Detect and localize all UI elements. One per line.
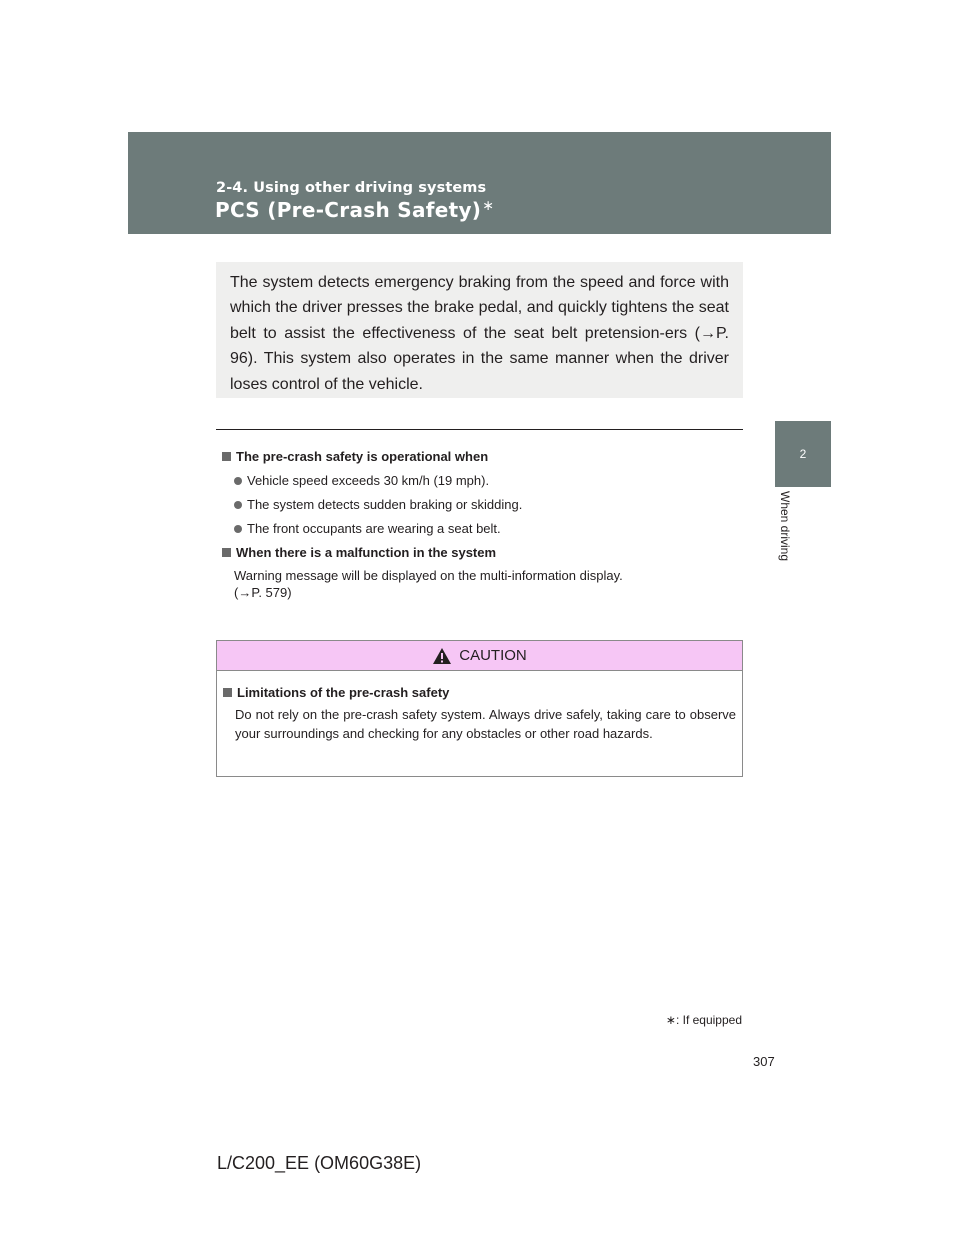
square-bullet-icon <box>223 688 232 697</box>
square-bullet-icon <box>222 548 231 557</box>
square-bullet-icon <box>222 452 231 461</box>
round-bullet-icon <box>234 501 242 509</box>
page-number: 307 <box>753 1054 775 1069</box>
list-item-text: The system detects sudden braking or skidding. <box>247 497 523 512</box>
list-item-text: Vehicle speed exceeds 30 km/h (19 mph). <box>247 473 490 488</box>
notes-section <box>222 447 742 601</box>
list-item <box>234 495 742 514</box>
chapter-label: When driving <box>778 491 792 562</box>
operational-heading-text: The pre-crash safety is operational when <box>236 449 489 464</box>
list-item <box>234 519 742 538</box>
caution-box <box>216 640 743 777</box>
list-item-text: The front occupants are wearing a seat belt. <box>247 521 501 536</box>
malfunction-text-line: Warning message will be displayed on the multi-information display. <box>234 568 623 583</box>
chapter-tab[interactable] <box>775 421 831 487</box>
caution-heading <box>223 683 736 701</box>
divider <box>216 429 743 430</box>
round-bullet-icon <box>234 477 242 485</box>
section-label: 2-4. Using other driving systems <box>216 180 487 196</box>
round-bullet-icon <box>234 525 242 533</box>
malfunction-page-ref[interactable]: (→P. 579) <box>234 585 292 600</box>
intro-text: The system detects emergency braking from the speed and force with which the driver presses the brake pedal, and quickly tightens the seat belt to assist the effectiveness of the seat belt pretension-ers (→P. 96). This system also operates in the same manner when the driver loses control of the vehicle. <box>230 274 729 393</box>
chapter-side-label <box>756 491 816 611</box>
page-title-text: PCS (Pre-Crash Safety) <box>215 198 482 222</box>
malfunction-text <box>234 567 742 601</box>
list-item <box>234 471 742 490</box>
doc-code: L/C200_EE (OM60G38E) <box>217 1153 422 1173</box>
if-equipped-mark: ∗ <box>482 198 495 214</box>
warning-triangle-icon <box>432 647 452 665</box>
caution-header <box>217 641 742 671</box>
page-title <box>215 198 494 222</box>
footnote: ∗: If equipped <box>665 1013 742 1027</box>
caution-heading-text: Limitations of the pre-crash safety <box>237 684 450 700</box>
chapter-number: 2 <box>799 447 807 461</box>
intro-box <box>216 262 743 398</box>
malfunction-heading <box>222 543 742 562</box>
caution-text: Do not rely on the pre-crash safety system. Always drive safely, taking care to observe your surroundings and checking for any obstacles or other road hazards. <box>235 707 736 741</box>
caution-body <box>217 671 742 743</box>
malfunction-heading-text: When there is a malfunction in the system <box>236 545 497 560</box>
operational-heading <box>222 447 742 466</box>
caution-label: CAUTION <box>459 647 527 664</box>
